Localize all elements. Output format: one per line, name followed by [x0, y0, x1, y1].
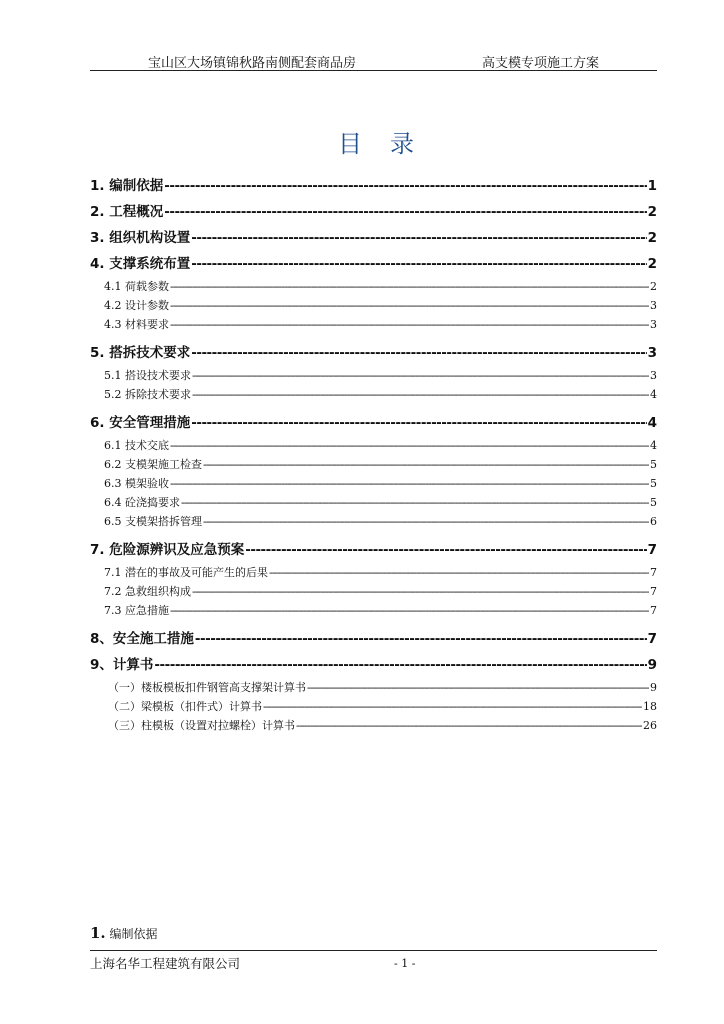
- toc-entry[interactable]: [90, 251, 657, 277]
- toc-entry-label: 9、计算书: [90, 657, 154, 673]
- toc-entry-label: （三）柱模板（设置对拉螺栓）计算书: [108, 719, 295, 732]
- toc-entry-label: 7.3 应急措施: [104, 604, 169, 617]
- toc-entry-label: 3. 组织机构设置: [90, 230, 191, 246]
- toc-entry[interactable]: [90, 626, 657, 652]
- toc-entry-page: 4: [650, 439, 657, 452]
- section-number: 1.: [90, 924, 106, 942]
- toc-entry-label: 4.3 材料要求: [104, 318, 169, 331]
- toc-leader: [191, 410, 646, 436]
- toc-entry-label: 7. 危险源辨识及应急预案: [90, 542, 245, 558]
- toc-leader: [170, 474, 649, 493]
- header-project-name: 宝山区大场镇锦秋路南侧配套商品房: [148, 56, 357, 71]
- toc-entry[interactable]: [90, 436, 657, 455]
- toc-entry-label: （一）楼板模板扣件钢管高支撑架计算书: [108, 681, 306, 694]
- toc-entry-page: 3: [650, 299, 657, 312]
- toc-entry-page: 2: [650, 280, 657, 293]
- toc-entry[interactable]: [90, 512, 657, 531]
- toc-entry-label: 1. 编制依据: [90, 178, 164, 194]
- toc-leader: [192, 385, 649, 404]
- toc-entry[interactable]: [90, 678, 657, 697]
- toc-entry[interactable]: [90, 199, 657, 225]
- toc-entry[interactable]: [90, 410, 657, 436]
- toc-entry-label: 4. 支撑系统布置: [90, 256, 191, 272]
- footer-page-number: - 1 -: [394, 957, 416, 970]
- toc-entry[interactable]: [90, 296, 657, 315]
- toc-entry[interactable]: [90, 385, 657, 404]
- section-heading: [90, 924, 158, 942]
- toc-entry-label: 5.2 拆除技术要求: [104, 388, 191, 401]
- toc-entry-label: 5.1 搭设技术要求: [104, 369, 191, 382]
- toc-entry-label: 6. 安全管理措施: [90, 415, 191, 431]
- toc-leader: [170, 315, 649, 334]
- toc-entry[interactable]: [90, 474, 657, 493]
- toc-entry-page: 26: [643, 719, 657, 732]
- toc-entry-page: 5: [650, 477, 657, 490]
- toc-entry-label: 6.5 支模架搭拆管理: [104, 515, 202, 528]
- toc-leader: [192, 366, 649, 385]
- page-header: [90, 52, 657, 71]
- toc-entry-page: 9: [650, 681, 657, 694]
- toc-entry-label: （二）梁模板（扣件式）计算书: [108, 700, 262, 713]
- toc-leader: [191, 251, 646, 277]
- toc-leader: [164, 173, 646, 199]
- toc-entry[interactable]: [90, 315, 657, 334]
- toc-entry-label: 6.2 支模架施工检查: [104, 458, 202, 471]
- toc-entry[interactable]: [90, 225, 657, 251]
- toc-entry[interactable]: [90, 366, 657, 385]
- toc-leader: [245, 537, 646, 563]
- toc-entry-page: 2: [647, 230, 657, 246]
- toc-entry-page: 9: [647, 657, 657, 673]
- toc-entry[interactable]: [90, 537, 657, 563]
- toc-leader: [191, 340, 646, 366]
- toc-entry-label: 6.3 模架验收: [104, 477, 169, 490]
- toc-entry-label: 4.2 设计参数: [104, 299, 169, 312]
- toc-entry[interactable]: [90, 173, 657, 199]
- toc-leader: [192, 582, 649, 601]
- toc-leader: [269, 563, 649, 582]
- toc-entry[interactable]: [90, 652, 657, 678]
- toc-entry-page: 4: [650, 388, 657, 401]
- toc-entry[interactable]: [90, 582, 657, 601]
- toc-entry[interactable]: [90, 601, 657, 620]
- toc-entry[interactable]: [90, 563, 657, 582]
- toc-entry-label: 5. 搭拆技术要求: [90, 345, 191, 361]
- toc-entry[interactable]: [90, 493, 657, 512]
- toc-entry-label: 8、安全施工措施: [90, 631, 194, 647]
- toc-entry[interactable]: [90, 697, 657, 716]
- toc-entry-label: 6.4 砼浇捣要求: [104, 496, 180, 509]
- toc-leader: [195, 626, 647, 652]
- toc-leader: [170, 436, 649, 455]
- toc-entry[interactable]: [90, 340, 657, 366]
- toc-entry-page: 7: [650, 604, 657, 617]
- toc-entry-label: 4.1 荷载参数: [104, 280, 169, 293]
- toc-entry-page: 3: [650, 318, 657, 331]
- toc-entry-page: 6: [650, 515, 657, 528]
- toc-entry-label: 2. 工程概况: [90, 204, 164, 220]
- toc-leader: [164, 199, 646, 225]
- toc-title: 目录: [338, 130, 442, 158]
- section-title: 编制依据: [109, 927, 158, 941]
- toc-entry-page: 3: [650, 369, 657, 382]
- toc-leader: [181, 493, 649, 512]
- toc-leader: [170, 277, 649, 296]
- toc-leader: [307, 678, 649, 697]
- toc-leader: [154, 652, 646, 678]
- toc-entry-page: 1: [647, 178, 657, 194]
- toc-entry-page: 2: [647, 256, 657, 272]
- toc-entry-page: 2: [647, 204, 657, 220]
- toc-entry-page: 5: [650, 496, 657, 509]
- toc-entry-page: 4: [647, 415, 657, 431]
- toc-entry[interactable]: [90, 455, 657, 474]
- toc-leader: [203, 512, 649, 531]
- table-of-contents: [90, 173, 657, 735]
- toc-entry-page: 3: [647, 345, 657, 361]
- header-document-title: 高支模专项施工方案: [481, 56, 599, 71]
- footer-company: 上海名华工程建筑有限公司: [90, 956, 241, 971]
- toc-entry-label: 7.2 急救组织构成: [104, 585, 191, 598]
- page-footer: [90, 950, 657, 972]
- toc-entry-label: 6.1 技术交底: [104, 439, 169, 452]
- toc-entry-page: 7: [650, 566, 657, 579]
- toc-leader: [263, 697, 642, 716]
- toc-entry[interactable]: [90, 277, 657, 296]
- toc-leader: [191, 225, 646, 251]
- toc-entry-page: 7: [647, 542, 657, 558]
- toc-leader: [170, 601, 649, 620]
- toc-leader: [203, 455, 649, 474]
- toc-entry-page: 18: [643, 700, 657, 713]
- toc-entry-page: 5: [650, 458, 657, 471]
- toc-entry-label: 7.1 潜在的事故及可能产生的后果: [104, 566, 268, 579]
- toc-entry[interactable]: [90, 716, 657, 735]
- toc-leader: [170, 296, 649, 315]
- toc-entry-page: 7: [650, 585, 657, 598]
- toc-leader: [296, 716, 642, 735]
- toc-entry-page: 7: [647, 631, 657, 647]
